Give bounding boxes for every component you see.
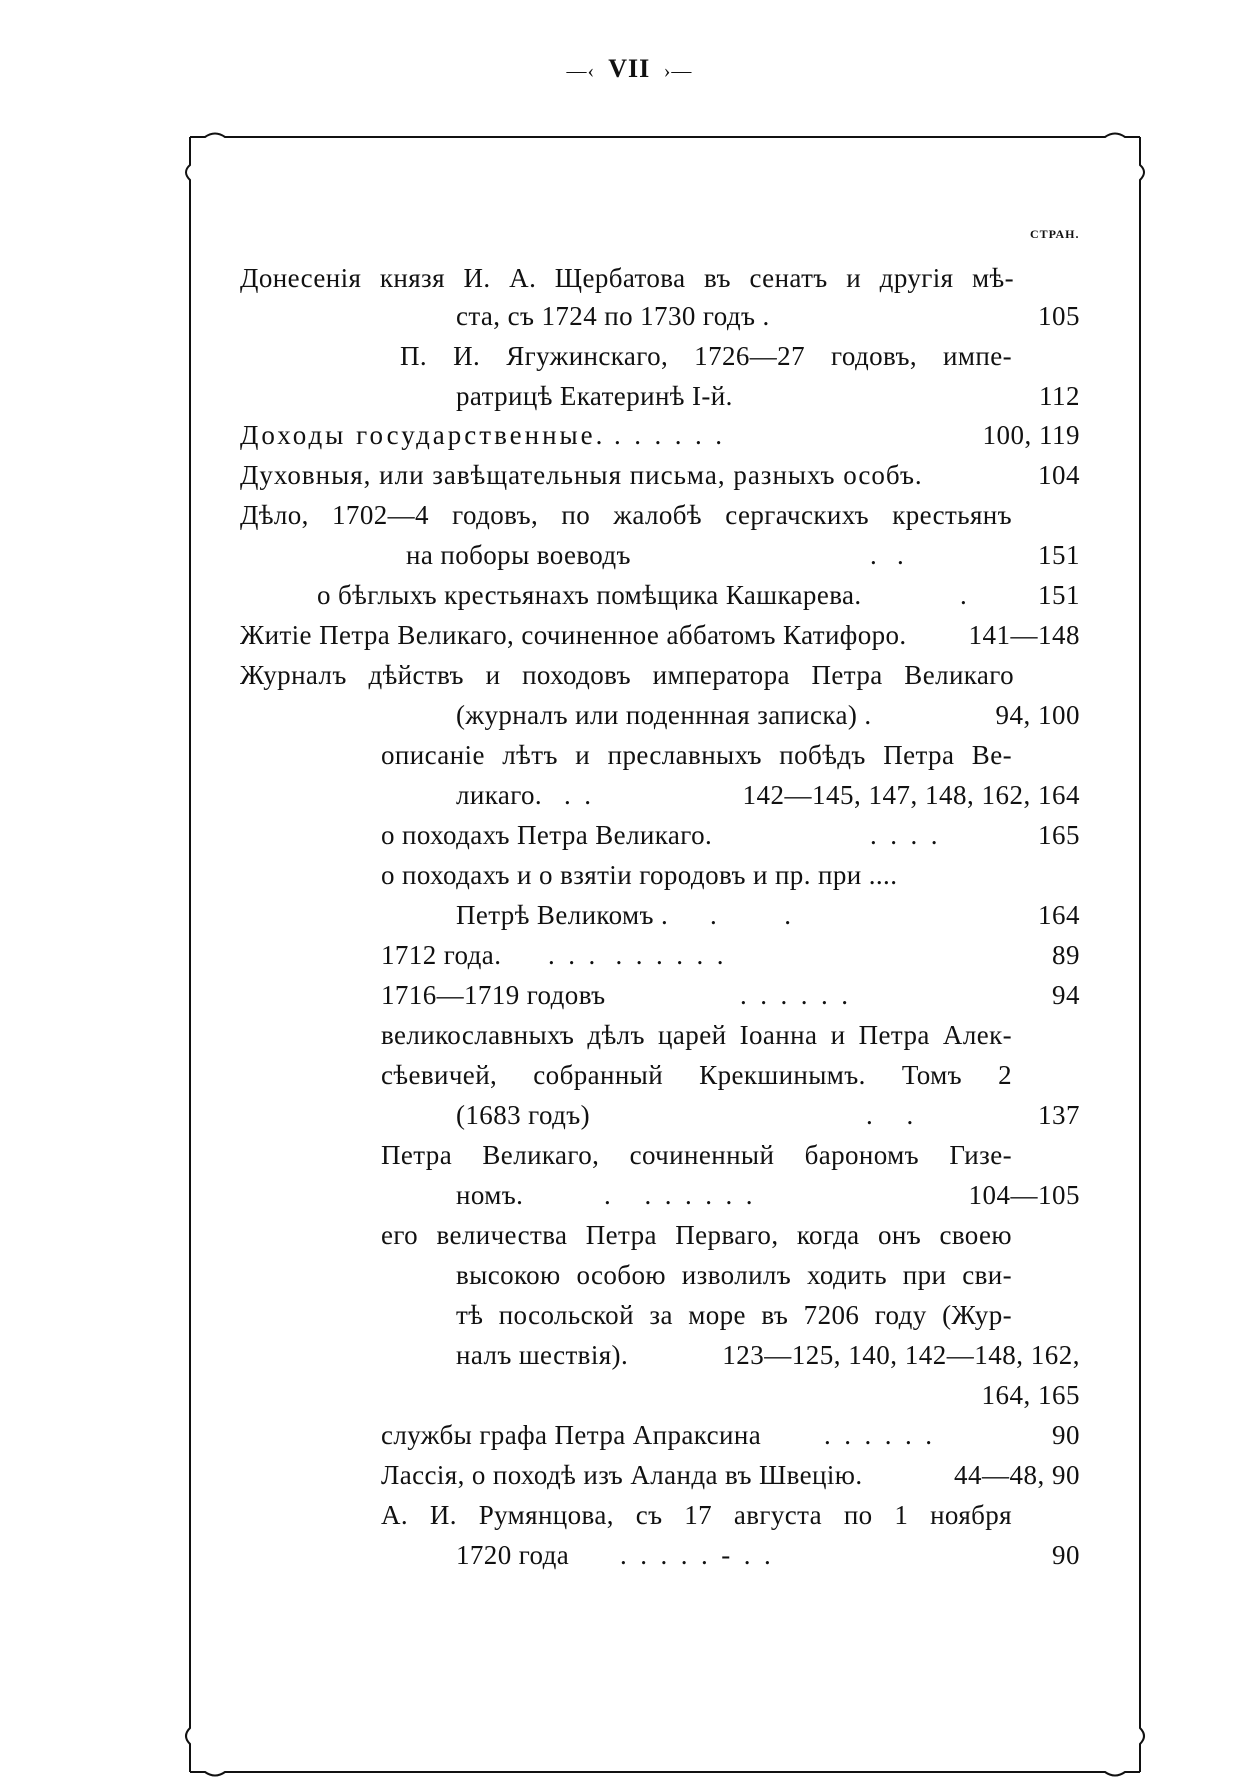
page-number: 164, 165	[981, 1380, 1080, 1410]
entry-line: ста, съ 1724 по 1730 годъ .	[456, 301, 770, 331]
page-number: 94	[1052, 980, 1080, 1010]
dot-leader: . . . . . . . . .	[548, 940, 724, 970]
page-number: 104	[1038, 460, 1080, 490]
entry-line: великославныхъ дѣлъ царей Іоанна и Петра Алек-	[381, 1020, 1012, 1050]
page-number: 100, 119	[982, 420, 1080, 450]
dot-leader: . . . .	[870, 820, 938, 850]
dot-leader: . . . . . .	[740, 980, 848, 1010]
page-number: 165	[1038, 820, 1080, 850]
entry-line: Дѣло, 1702—4 годовъ, по жалобѣ сергачскихъ крестьянъ	[240, 500, 1012, 530]
entry-line: Донесенія князя И. А. Щербатова въ сенатъ и другія мѣ-	[240, 263, 1014, 293]
entry-line: о походахъ и о взятіи городовъ и пр. при ....	[381, 860, 898, 890]
page-number: 141—148	[968, 620, 1080, 650]
page-number: 123—125, 140, 142—148, 162,	[722, 1340, 1080, 1370]
dot-leader: . .	[564, 780, 591, 810]
entry-line: номъ.	[456, 1180, 524, 1210]
column-label-pages: СТРАН.	[1030, 227, 1080, 241]
page-number: 44—48, 90	[954, 1460, 1080, 1490]
dot-leader: . .	[866, 1100, 914, 1130]
header-ornament-left: —‹	[566, 60, 596, 82]
entry-line: службы графа Петра Апраксина	[381, 1420, 762, 1450]
dot-leader: . . . . . .	[614, 420, 722, 450]
entry-line: ратрицѣ Екатеринѣ I-й.	[456, 381, 733, 411]
border-left	[186, 137, 190, 1772]
page-number: 94, 100	[995, 700, 1080, 730]
page-number: 104—105	[968, 1180, 1080, 1210]
border-bottom	[190, 1772, 1140, 1776]
entry-line: 1712 года.	[381, 940, 502, 970]
header-ornament-right: ›—	[663, 60, 693, 82]
page-number: 164	[1038, 900, 1080, 930]
entry-line: 1716—1719 годовъ	[381, 980, 606, 1010]
entry-line: (журналъ или поденнная записка) .	[456, 700, 872, 730]
entry-line: налъ шествія).	[456, 1340, 629, 1370]
page-number: 151	[1038, 540, 1080, 570]
entry-line: (1683 годъ)	[456, 1100, 590, 1130]
entry-line: Доходы государственные.	[240, 420, 606, 450]
entry-line: на поборы воеводъ	[406, 540, 631, 570]
page-number: 137	[1038, 1100, 1080, 1130]
entry-line: тѣ посольской за море въ 7206 году (Жур-	[456, 1300, 1012, 1330]
entry-line: Петра Великаго, сочиненный барономъ Гизе-	[381, 1140, 1012, 1170]
page-number: 89	[1052, 940, 1080, 970]
entry-line: П. И. Ягужинскаго, 1726—27 годовъ, импе-	[400, 341, 1012, 371]
page-number: 151	[1038, 580, 1080, 610]
entry-line: описаніе лѣтъ и преславныхъ побѣдъ Петра Ве-	[381, 740, 1012, 770]
dot-leader: . . . . . - . .	[620, 1540, 771, 1570]
entry-line: сѣевичей, собранный Крекшинымъ. Томъ 2	[381, 1060, 1012, 1090]
page-number: 105	[1038, 301, 1080, 331]
entry-line: о походахъ Петра Великаго.	[381, 820, 713, 850]
entry-line: Житіе Петра Великаго, сочиненное аббатомъ Катифоро.	[240, 620, 907, 650]
entry-line: Лассія, о походѣ изъ Аланда въ Швецію.	[381, 1460, 863, 1490]
entry-line: высокою особою изволилъ ходить при сви-	[456, 1260, 1012, 1290]
entry-line: Журналъ дѣйствъ и походовъ императора Петра Великаго	[240, 660, 1014, 690]
page-number: 112	[1039, 381, 1080, 411]
dot-leader: . . . . . .	[824, 1420, 932, 1450]
border-top	[190, 134, 1140, 138]
page-number: 90	[1052, 1420, 1080, 1450]
page-header	[0, 54, 1259, 84]
entry-line: 1720 года	[456, 1540, 570, 1570]
page-number: 142—145, 147, 148, 162, 164	[742, 780, 1080, 810]
dot-leader: .	[960, 580, 967, 610]
page-numeral: VII	[608, 54, 651, 83]
entry-line: Петрѣ Великомъ .	[456, 900, 669, 930]
dot-leader: . .	[710, 900, 791, 930]
entry-line: ликаго.	[456, 780, 543, 810]
dot-leader: . . . . . . .	[604, 1180, 753, 1210]
dot-leader: . .	[870, 540, 904, 570]
entry-line: о бѣглыхъ крестьянахъ помѣщика Кашкарева.	[317, 580, 862, 610]
border-right	[1140, 137, 1144, 1772]
page-number: 90	[1052, 1540, 1080, 1570]
entry-line: его величества Петра Перваго, когда онъ своею	[381, 1220, 1012, 1250]
entry-line: А. И. Румянцова, съ 17 августа по 1 ноября	[381, 1500, 1012, 1530]
entry-line: Духовныя, или завѣщательныя письма, разныхъ особъ.	[240, 460, 923, 490]
